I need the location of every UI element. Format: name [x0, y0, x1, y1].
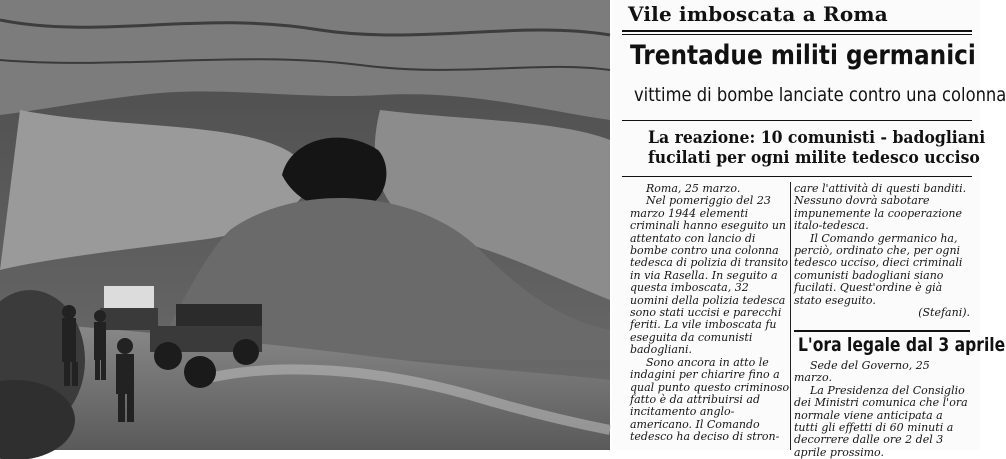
- newspaper-clipping: [612, 0, 1006, 459]
- paragraph: care l'attività di questi banditi. Nessuno dovrà sabotare impunemente la cooperazione italo-tedesca.: [794, 182, 967, 233]
- source-credit: (Stefani).: [918, 306, 970, 320]
- paragraph: Sono ancora in atto le indagini per chiarire fino a qual punto questo criminoso fatto è da attribuirsi ad incitamento anglo-americano. Il Comando tedesco ha deciso di stron-: [630, 355, 790, 444]
- rule-mid: [622, 120, 972, 121]
- second-headline: L'ora legale dal 3 aprile: [798, 334, 1006, 356]
- rule-top: [622, 30, 972, 32]
- dateline: Sede del Governo, 25 marzo.: [794, 359, 930, 385]
- rule-top-thin: [622, 34, 972, 35]
- article-column-3: [794, 360, 970, 459]
- deck-line-1: La reazione: 10 comunisti - badogliani: [648, 128, 986, 148]
- paragraph: Il Comando germanico ha, perciò, ordinato che, per ogni tedesco ucciso, dieci criminali comunisti badogliani siano fucilati. Quest'ordine è già stato eseguito.: [794, 231, 963, 307]
- paragraph: Nel pomeriggio del 23 marzo 1944 elementi criminali hanno eseguito un attentato con lancio di bombe contro una colonna tedesca di polizia di transito in via Rasella. In seguito a questa imboscata, 32 uomini della polizia tedesca sono stati uccisi e parecchi feriti. La vile imboscata fu eseguita da comunisti badogliani.: [630, 194, 789, 357]
- article-column-2: [794, 183, 970, 319]
- deck-headline: [648, 128, 985, 168]
- dateline: Roma, 25 marzo.: [646, 182, 741, 195]
- main-headline: Trentadue militi germanici: [630, 40, 976, 71]
- deck-line-2: fucilati per ogni milite tedesco ucciso: [648, 148, 980, 168]
- article-column-1: [630, 183, 790, 444]
- column-separator: [790, 182, 791, 450]
- kicker-headline: Vile imboscata a Roma: [628, 2, 888, 26]
- rule-article: [622, 176, 972, 177]
- paragraph: La Presidenza del Consiglio dei Ministri comunica che l'ora normale viene anticipata a tutti gli effetti di 60 minuti a decorrere dalle ore 2 del 3 aprile prossimo.: [794, 383, 968, 459]
- rule-second-article: [794, 330, 970, 332]
- subheadline: vittime di bombe lanciate contro una colonna: [634, 84, 1006, 106]
